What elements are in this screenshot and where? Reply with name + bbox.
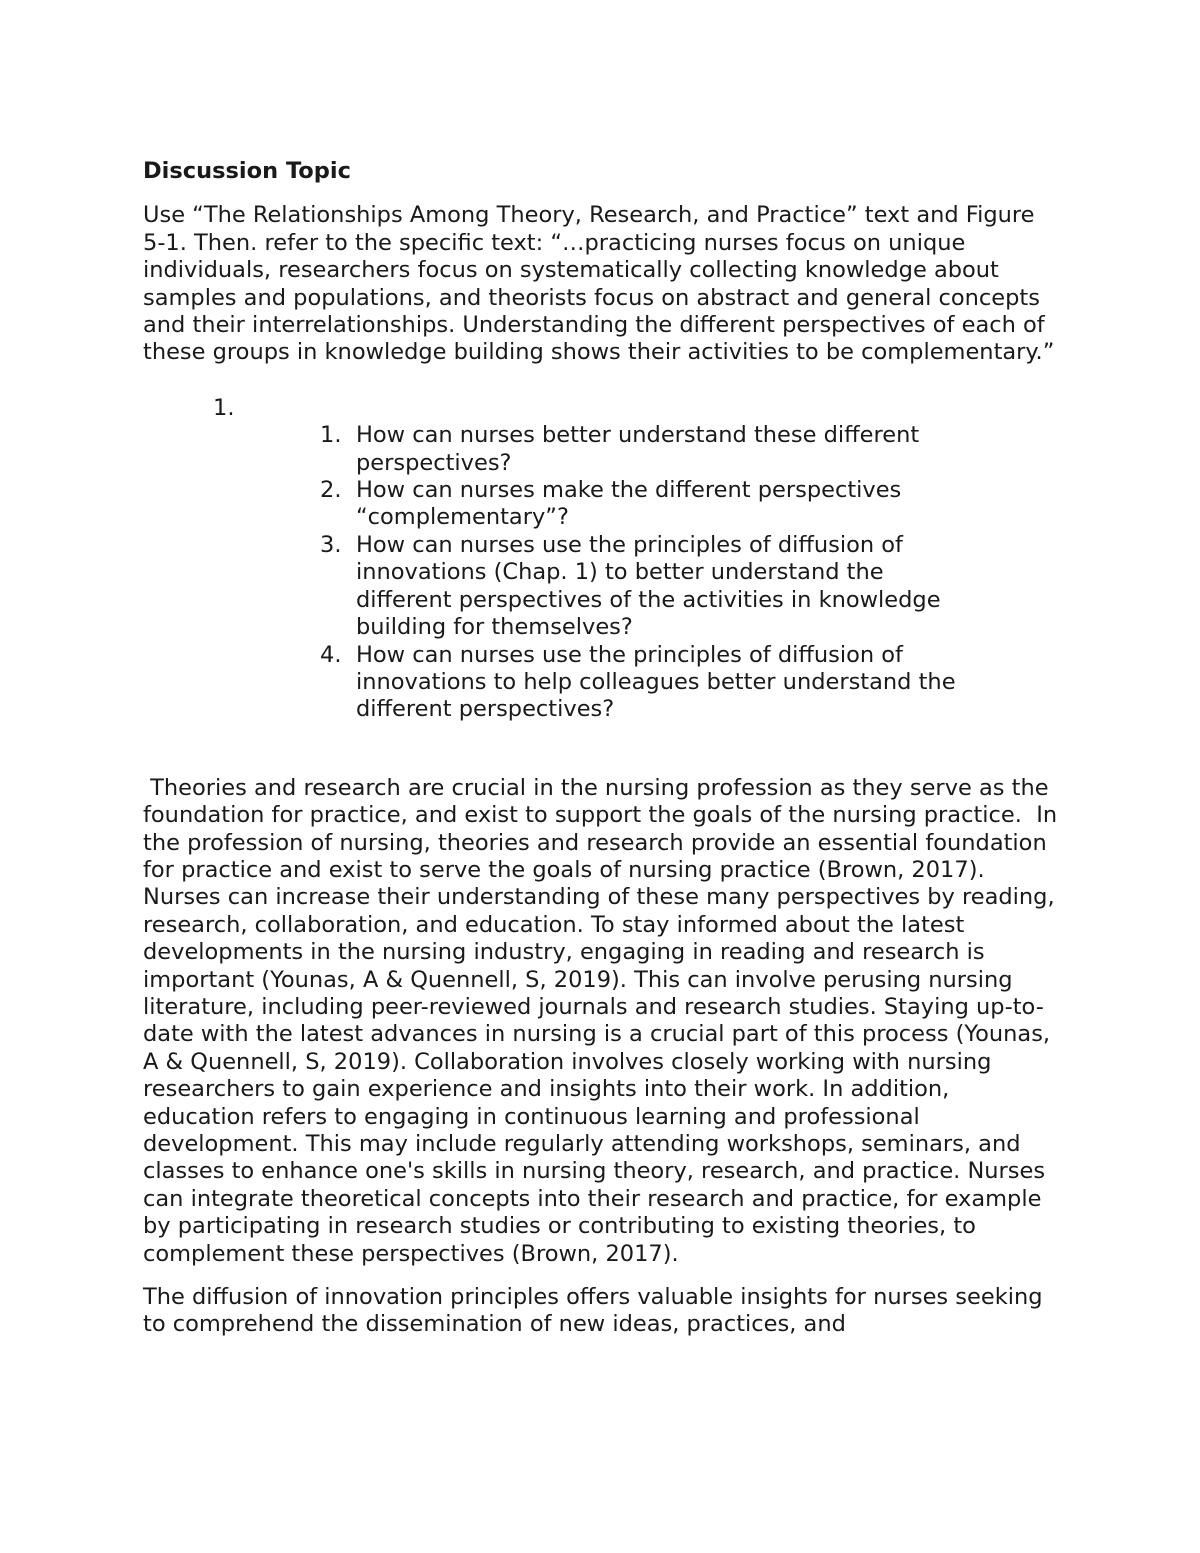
question-item: [143, 422, 956, 477]
outer-list-marker: 1.: [213, 394, 235, 421]
document-page: [143, 158, 1063, 1339]
discussion-heading: Discussion Topic: [143, 158, 351, 184]
question-item: [143, 642, 956, 724]
intro-paragraph: Use “The Relationships Among Theory, Research, and Practice” text and Figure 5-1. Then. refer to the specific text: “…practicing nurses focus on unique individuals, researchers focus on systematically collecting knowledge about samples and populations, and theorists focus on abstract and general concepts and their interrelationships. Understanding the different perspectives of each of these groups in knowledge building shows their activities to be complementary.”: [143, 202, 1055, 366]
answer-paragraph: Theories and research are crucial in the nursing profession as they serve as the foundation for practice, and exist to support the goals of the nursing practice. In the profession of nursing, theories and research provide an essential foundation for practice and exist to serve the goals of nursing practice (Brown, 2017). Nurses can increase their understanding of these many perspectives by reading, research, collaboration, and education. To stay informed about the latest developments in the nursing industry, engaging in reading and research is important (Younas, A & Quennell, S, 2019). This can involve perusing nursing literature, including peer-reviewed journals and research studies. Staying up-to-date with the latest advances in nursing is a crucial part of this process (Younas, A & Quennell, S, 2019). Collaboration involves closely working with nursing researchers to gain experience and insights into their work. In addition, education refers to engaging in continuous learning and professional development. This may include regularly attending workshops, seminars, and classes to enhance one's skills in nursing theory, research, and practice. Nurses can integrate theoretical concepts into their research and practice, for example by participating in research studies or contributing to existing theories, to complement these perspectives (Brown, 2017).: [143, 774, 1065, 1267]
outer-list: [143, 395, 1063, 724]
question-item: [143, 532, 956, 642]
outer-list-item: [143, 395, 1063, 724]
question-text: How can nurses use the principles of diffusion of innovations to help colleagues better understand the different perspectives?: [356, 641, 956, 723]
question-number: 1.: [320, 422, 342, 449]
diffusion-paragraph: The diffusion of innovation principles offers valuable insights for nurses seeking to comprehend the dissemination of new ideas, practices, and: [143, 1284, 1043, 1338]
question-item: [143, 477, 956, 532]
question-number: 2.: [320, 477, 342, 504]
question-number: 3.: [320, 531, 342, 558]
question-number: 4.: [320, 641, 342, 668]
question-text: How can nurses better understand these different perspectives?: [356, 422, 920, 476]
question-text: How can nurses use the principles of diffusion of innovations (Chap. 1) to better understand the different perspectives of the activities in knowledge building for themselves?: [356, 531, 941, 641]
question-list: [143, 422, 1063, 723]
question-text: How can nurses make the different perspectives “complementary”?: [356, 477, 902, 531]
